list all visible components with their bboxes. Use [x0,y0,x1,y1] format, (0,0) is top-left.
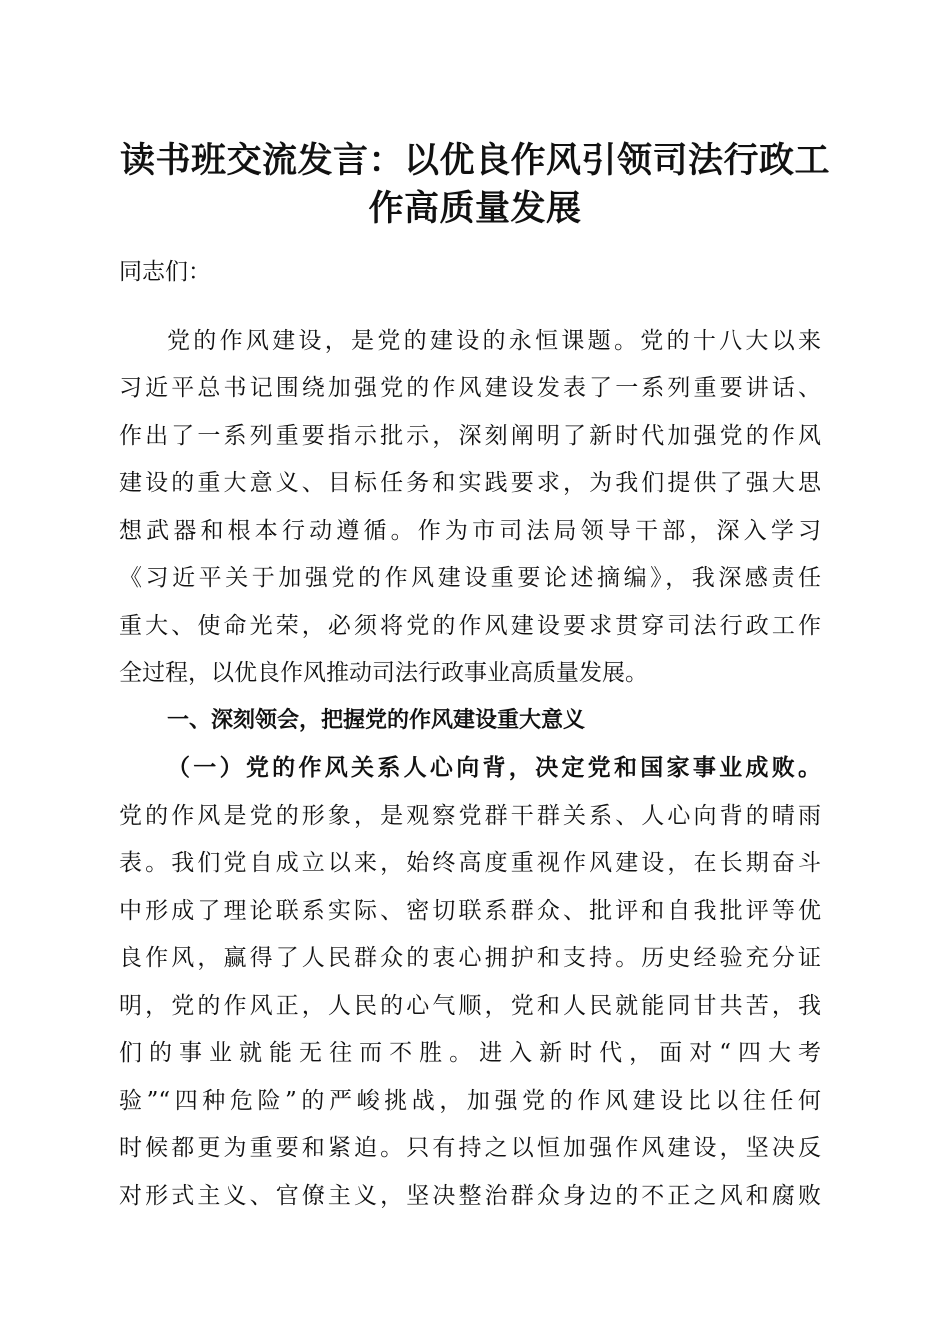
document-title-line-2: 作高质量发展 [368,188,582,229]
subsection-1-heading: （一）党的作风关系人心向背，决定党和国家事业成败。 [167,754,821,781]
paragraph-1-line-1: 党的作风建设，是党的建设的永恒课题。党的十八大以来 [167,328,821,354]
paragraph-2-line-1: 党的作风是党的形象，是观察党群干群关系、人心向背的晴雨 [119,803,821,829]
paragraph-1-line-4: 建设的重大意义、目标任务和实践要求，为我们提供了强大思 [119,470,821,496]
paragraph-2-line-2: 表。我们党自成立以来，始终高度重视作风建设，在长期奋斗 [119,850,821,876]
paragraph-2-line-5: 明，党的作风正，人民的心气顺，党和人民就能同甘共苦，我 [119,993,821,1019]
salutation: 同志们： [119,259,211,285]
paragraph-2-line-7: 验”“四种危险”的严峻挑战，加强党的作风建设比以往任何 [119,1088,821,1114]
paragraph-2-line-4: 良作风，赢得了人民群众的衷心拥护和支持。历史经验充分证 [119,945,821,971]
paragraph-1-line-8: 全过程，以优良作风推动司法行政事业高质量发展。 [119,660,648,686]
paragraph-1-line-3: 作出了一系列重要指示批示，深刻阐明了新时代加强党的作风 [119,423,821,449]
paragraph-2-line-3: 中形成了理论联系实际、密切联系群众、批评和自我批评等优 [119,898,821,924]
paragraph-2-line-9: 对形式主义、官僚主义，坚决整治群众身边的不正之风和腐败 [119,1183,821,1209]
paragraph-1-line-7: 重大、使命光荣，必须将党的作风建设要求贯穿司法行政工作 [119,613,821,639]
paragraph-2-line-8: 时候都更为重要和紧迫。只有持之以恒加强作风建设，坚决反 [119,1135,821,1161]
paragraph-1-line-2: 习近平总书记围绕加强党的作风建设发表了一系列重要讲话、 [119,375,821,401]
paragraph-2-line-6: 们的事业就能无往而不胜。进入新时代，面对“四大考 [119,1040,821,1066]
document-title-line-1: 读书班交流发言：以优良作风引领司法行政工 [119,140,830,181]
section-1-heading: 一、深刻领会，把握党的作风建设重大意义 [167,708,586,733]
paragraph-1-line-6: 《习近平关于加强党的作风建设重要论述摘编》，我深感责任 [119,565,821,591]
paragraph-1-line-5: 想武器和根本行动遵循。作为市司法局领导干部，深入学习 [119,518,821,544]
